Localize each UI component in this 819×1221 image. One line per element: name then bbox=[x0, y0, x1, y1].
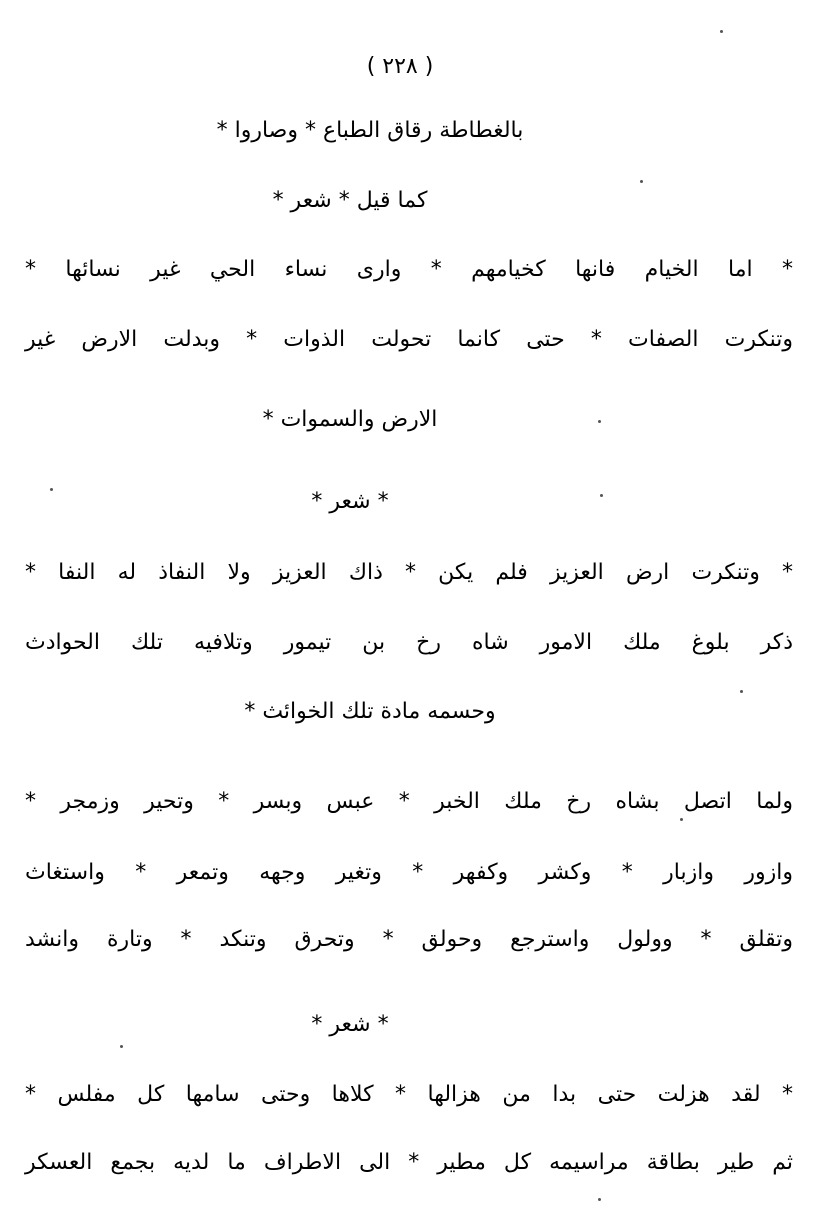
text-line-12: وتقلق * وولول واسترجع وحولق * وتحرق وتنكد * وتارة وانشد bbox=[25, 927, 793, 952]
scan-speck bbox=[598, 420, 601, 423]
text-line-8-section-title: ذكر بلوغ ملك الامور شاه رخ بن تيمور وتلافيه تلك الحوادث bbox=[25, 630, 793, 655]
scan-speck bbox=[740, 690, 743, 693]
text-line-11: وازور وازبار * وكشر وكفهر * وتغير وجهه وتمعر * واستغاث bbox=[25, 860, 793, 885]
scan-speck bbox=[50, 488, 53, 491]
text-line-15: ثم طير بطاقة مراسيمه كل مطير * الى الاطراف ما لديه بجمع العسكر bbox=[25, 1150, 793, 1175]
text-line-1: بالغطاطة رقاق الطباع * وصاروا * bbox=[216, 118, 524, 143]
scan-speck bbox=[680, 818, 683, 821]
text-line-7: * وتنكرت ارض العزيز فلم يكن * ذاك العزيز ولا النفاذ له النفا * bbox=[25, 560, 793, 585]
page-number: ( ٢٢٨ ) bbox=[366, 54, 434, 79]
text-line-9-section-title: وحسمه مادة تلك الخوائث * bbox=[244, 699, 496, 724]
text-line-3: * اما الخيام فانها كخيامهم * وارى نساء الحي غير نسائها * bbox=[25, 257, 793, 282]
scan-speck bbox=[120, 1045, 123, 1048]
scan-speck bbox=[640, 180, 643, 183]
text-line-4: وتنكرت الصفات * حتى كانما تحولت الذوات * وبدلت الارض غير bbox=[25, 327, 793, 352]
text-line-5: الارض والسموات * bbox=[262, 407, 438, 432]
text-line-10: ولما اتصل بشاه رخ ملك الخبر * عبس وبسر * وتحير وزمجر * bbox=[25, 789, 793, 814]
scan-speck bbox=[598, 1198, 601, 1201]
text-line-13-heading: * شعر * bbox=[311, 1012, 389, 1037]
scan-speck bbox=[720, 30, 723, 33]
text-line-14: * لقد هزلت حتى بدا من هزالها * كلاها وحتى سامها كل مفلس * bbox=[25, 1082, 793, 1107]
text-line-2-heading: كما قيل * شعر * bbox=[272, 188, 428, 213]
scan-speck bbox=[600, 494, 603, 497]
text-line-6-heading: * شعر * bbox=[311, 489, 389, 514]
